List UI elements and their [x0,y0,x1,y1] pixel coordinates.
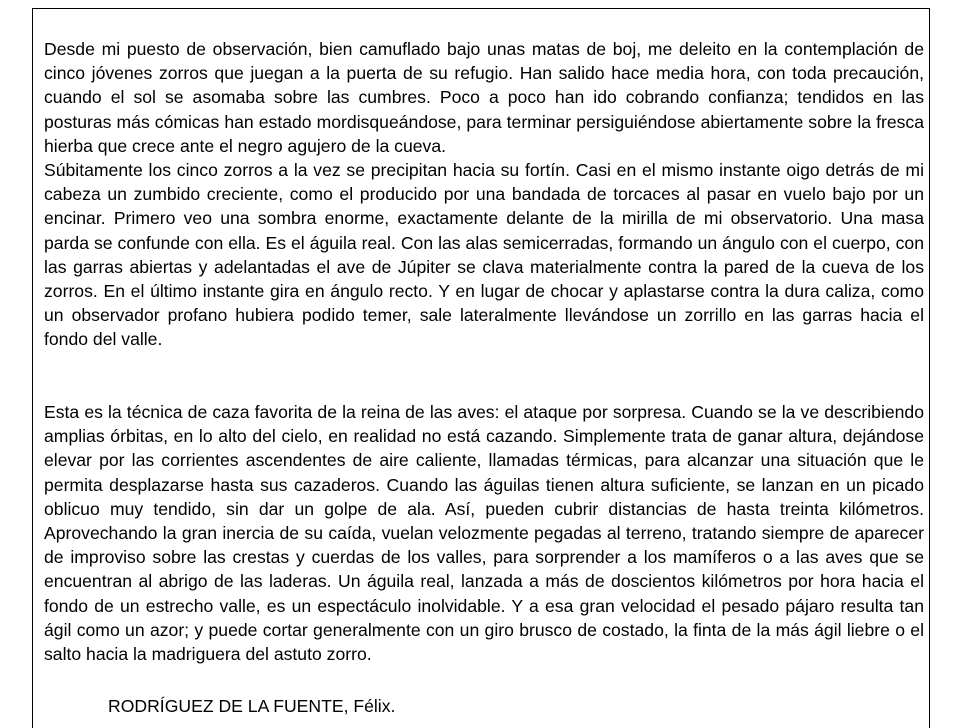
author-signature: RODRÍGUEZ DE LA FUENTE, Félix. [108,696,396,716]
paragraph-3: Esta es la técnica de caza favorita de la reina de las aves: el ataque por sorpresa. Cuando se la ve describiendo amplias órbitas, en lo alto del cielo, en realidad no está cazando. Simplemente trata de ganar altura, dejándose elevar por las corrientes ascendentes de aire caliente, llamadas térmicas, para alcanzar una situación que le permita desplazarse hasta sus cazaderos. Cuando las águilas tienen altura suficiente, se lanzan en un picado oblicuo muy tendido, sin dar un golpe de ala. Así, pueden cubrir distancias de hasta treinta kilómetros. Aprovechando la gran inercia de su caída, vuelan velozmente pegadas al terreno, tratando siempre de aparecer de improviso sobre las crestas y cuerdas de los valles, para sorprender a los mamíferos o a las aves que se encuentran al abrigo de las laderas. Un águila real, lanzada a más de doscientos kilómetros por hora hacia el fondo de un estrecho valle, es un espectáculo inolvidable. Y a esa gran velocidad el pesado pájaro resulta tan ágil como un azor; y puede cortar generalmente con un giro brusco de costado, la finta de la más ágil liebre o el salto hacia la madriguera del astuto zorro. [44,402,924,665]
text-block-lower [44,400,924,666]
paragraph-2: Súbitamente los cinco zorros a la vez se precipitan hacia su fortín. Casi en el mismo instante oigo detrás de mi cabeza un zumbido creciente, como el producido por una bandada de torcaces al pasar en vuelo bajo por un encinar. Primero veo una sombra enorme, exactamente delante de la mirilla de mi observatorio. Una masa parda se confunde con ella. Es el águila real. Con las alas semicerradas, formando un ángulo con el cuerpo, con las garras abiertas y adelantadas el ave de Júpiter se clava materialmente contra la pared de la cueva de los zorros. En el último instante gira en ángulo recto. Y en lugar de chocar y aplastarse contra la dura caliza, como un observador profano hubiera podido temer, sale lateralmente llevándose un zorrillo en las garras hacia el fondo del valle. [44,160,924,350]
text-block-upper [44,37,924,352]
paragraph-1: Desde mi puesto de observación, bien camuflado bajo unas matas de boj, me deleito en la contemplación de cinco jóvenes zorros que juegan a la puerta de su refugio. Han salido hace media hora, con toda precaución, cuando el sol se asomaba sobre las cumbres. Poco a poco han ido cobrando confianza; tendidos en las posturas más cómicas han estado mordisqueándose, para terminar persiguiéndose abiertamente sobre la fresca hierba que crece ante el negro agujero de la cueva. [44,39,924,156]
